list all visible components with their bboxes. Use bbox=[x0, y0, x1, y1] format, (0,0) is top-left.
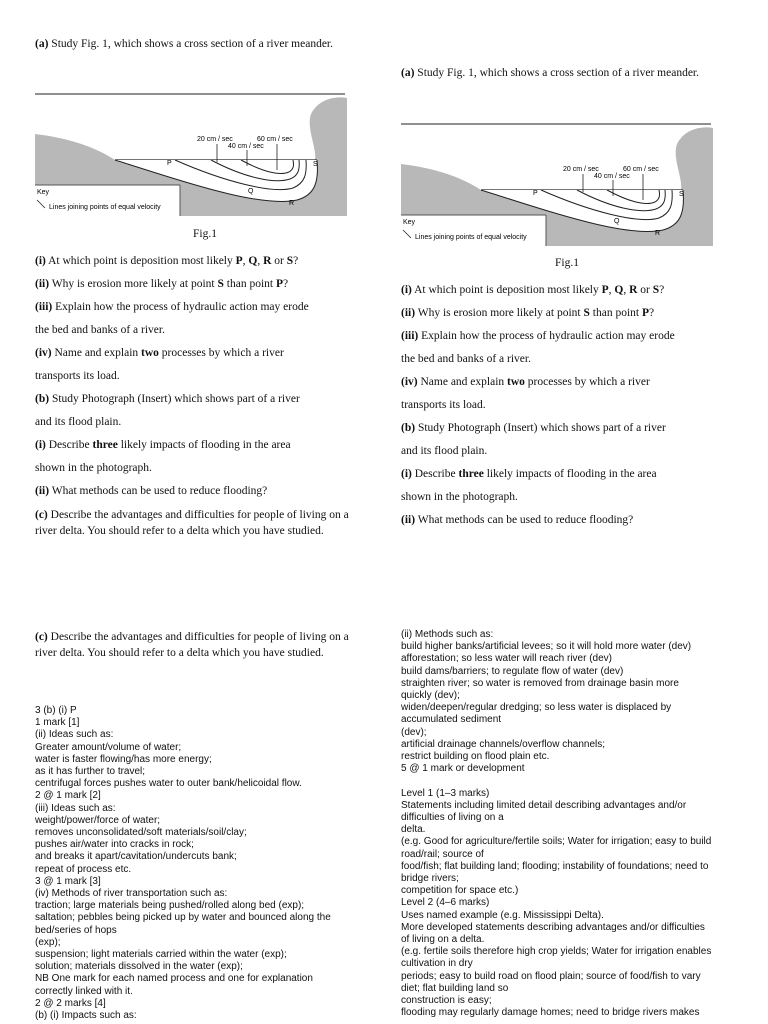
mark-scheme-line: artificial drainage channels/overflow channels; bbox=[401, 738, 606, 750]
mark-scheme-line: (e.g. fertile soils therefore high crop yields; Water for irrigation enables bbox=[401, 946, 712, 958]
mark-scheme-line: weight/power/force of water; bbox=[35, 814, 161, 826]
question-a-i: (i) At which point is deposition most likely P, Q, R or S? bbox=[35, 255, 299, 267]
label-s: S bbox=[679, 191, 684, 198]
mark-scheme-left bbox=[35, 705, 365, 1022]
questions-left: (i) At which point is deposition most likely P, Q, R or S? (ii) Why is erosion more likely at point S than point P? (iii) Explain how the process of hydraulic action may erode the bed and banks of a river. (iv) Name and explain two processes by which a river transports its load. (b) Study Photograph (Insert) which shows part of a river and its flood plain. (i) Describe three likely impacts of flooding in the area shown in the photograph. (ii) What methods can be used to reduce flooding? (c) Describe the advantages and difficulties for people of living on a river delta. You should refer to a delta which you have studied. bbox=[35, 250, 365, 539]
question-b: (b) Study Photograph (Insert) which shows part of a river bbox=[35, 393, 300, 405]
mark-scheme-line: repeat of process etc. bbox=[35, 863, 132, 875]
label-s: S bbox=[313, 161, 318, 168]
mark-scheme-line: diet; flat building land so bbox=[401, 982, 509, 994]
mark-scheme-line: 2 @ 2 marks [4] bbox=[35, 997, 106, 1009]
mark-scheme-line: pushes air/water into cracks in rock; bbox=[35, 839, 194, 851]
question-b: (b) Study Photograph (Insert) which shows part of a river bbox=[401, 422, 666, 434]
mark-scheme-line: of living on a delta. bbox=[401, 934, 485, 946]
mark-scheme-line: accumulated sediment bbox=[401, 714, 502, 726]
mark-scheme-line: saltation; pebbles being picked up by water and bounced along the bbox=[35, 912, 331, 924]
question-b-i: (i) Describe three likely impacts of flooding in the area bbox=[35, 439, 291, 451]
label-20cm: 20 cm / sec bbox=[563, 166, 599, 173]
meander-figure-right bbox=[401, 122, 713, 246]
mark-scheme-line: Level 2 (4–6 marks) bbox=[401, 897, 490, 909]
mark-scheme-line: (ii) Ideas such as: bbox=[35, 729, 114, 741]
mark-scheme-line: periods; easy to build road on flood plain; source of food/fish to vary bbox=[401, 970, 701, 982]
question-a-iv: (iv) Name and explain two processes by which a river bbox=[401, 376, 650, 388]
question-c: (c) Describe the advantages and difficulties for people of living on a river delta. You should refer to a delta which you have studied. bbox=[35, 509, 349, 537]
top-right-panel bbox=[401, 65, 721, 81]
intro-text: (a) Study Fig. 1, which shows a cross section of a river meander. bbox=[401, 67, 699, 79]
mark-scheme-line: Level 1 (1–3 marks) bbox=[401, 787, 490, 799]
mark-scheme-line: NB One mark for each named process and one for explanation bbox=[35, 973, 313, 985]
mark-scheme-line: bridge rivers; bbox=[401, 873, 459, 885]
mark-scheme-line: delta. bbox=[401, 824, 426, 836]
figure-caption-left: Fig.1 bbox=[193, 228, 217, 240]
question-b-ii: (ii) What methods can be used to reduce flooding? bbox=[35, 485, 268, 497]
mark-scheme-line: (exp); bbox=[35, 936, 61, 948]
mark-scheme-line: competition for space etc.) bbox=[401, 885, 519, 897]
mark-scheme-line: restrict building on flood plain etc. bbox=[401, 751, 550, 763]
label-40cm: 40 cm / sec bbox=[228, 143, 264, 150]
mark-scheme-line: widen/deepen/regular dredging; so less water is displaced by bbox=[401, 702, 672, 714]
mark-scheme-line: solution; materials dissolved in the water (exp); bbox=[35, 961, 243, 973]
mark-scheme-line: 3 @ 1 mark [3] bbox=[35, 875, 101, 887]
mark-scheme-line: More developed statements describing advantages and/or difficulties bbox=[401, 921, 705, 933]
mark-scheme-line: Statements including limited detail describing advantages and/or bbox=[401, 799, 687, 811]
mark-scheme-line: build dams/barriers; to regulate flow of water (dev) bbox=[401, 665, 624, 677]
top-left-panel bbox=[35, 36, 355, 52]
mark-scheme-line: quickly (dev); bbox=[401, 690, 460, 702]
mark-scheme-line: bed/series of hops bbox=[35, 924, 117, 936]
mark-scheme-line: road/rail; source of bbox=[401, 848, 484, 860]
question-b-ii: (ii) What methods can be used to reduce flooding? bbox=[401, 514, 634, 526]
question-a-iii: (iii) Explain how the process of hydraulic action may erode bbox=[401, 330, 675, 342]
mark-scheme-line: traction; large materials being pushed/rolled along bed (exp); bbox=[35, 900, 305, 912]
mark-scheme-line: straighten river; so water is removed from drainage basin more bbox=[401, 677, 679, 689]
mark-scheme-line: (b) (i) Impacts such as: bbox=[35, 1010, 137, 1022]
questions-right: (i) At which point is deposition most likely P, Q, R or S? (ii) Why is erosion more likely at point S than point P? (iii) Explain how the process of hydraulic action may erode the bed and banks of a river. (iv) Name and explain two processes by which a river transports its load. (b) Study Photograph (Insert) which shows part of a river and its flood plain. (i) Describe three likely impacts of flooding in the area shown in the photograph. (ii) What methods can be used to reduce flooding? bbox=[401, 279, 731, 532]
mark-scheme-line: 5 @ 1 mark or development bbox=[401, 763, 525, 775]
mark-scheme-line: Uses named example (e.g. Mississippi Delta). bbox=[401, 909, 604, 921]
label-40cm: 40 cm / sec bbox=[594, 173, 630, 180]
mark-scheme-line: food/fish; flat building land; flooding; instability of foundations; need to bbox=[401, 860, 709, 872]
intro-text: (a) Study Fig. 1, which shows a cross section of a river meander. bbox=[35, 38, 333, 50]
label-r: R bbox=[289, 200, 295, 207]
bottom-left-panel bbox=[35, 629, 365, 661]
mark-scheme-line: (iii) Ideas such as: bbox=[35, 802, 116, 814]
meander-figure-left bbox=[35, 92, 347, 216]
key-text: Lines joining points of equal velocity bbox=[415, 234, 527, 241]
question-a-i: (i) At which point is deposition most likely P, Q, R or S? bbox=[401, 284, 665, 296]
question-a-ii: (ii) Why is erosion more likely at point S than point P? bbox=[35, 278, 289, 290]
label-p: P bbox=[167, 160, 172, 167]
mark-scheme-line: afforestation; so less water will reach river (dev) bbox=[401, 653, 613, 665]
mark-scheme-line: (iv) Methods of river transportation such as: bbox=[35, 888, 228, 900]
label-r: R bbox=[655, 230, 661, 237]
mark-scheme-line: water is faster flowing/has more energy; bbox=[35, 753, 212, 765]
mark-scheme-line: centrifugal forces pushes water to outer bank/helicoidal flow. bbox=[35, 778, 302, 790]
question-a-iii: (iii) Explain how the process of hydraulic action may erode bbox=[35, 301, 309, 313]
label-p: P bbox=[533, 190, 538, 197]
label-q: Q bbox=[248, 188, 254, 195]
mark-scheme-line: suspension; light materials carried within the water (exp); bbox=[35, 949, 287, 961]
mark-scheme-line: build higher banks/artificial levees; so it will hold more water (dev) bbox=[401, 641, 692, 653]
question-a-iv: (iv) Name and explain two processes by which a river bbox=[35, 347, 284, 359]
mark-scheme-line: construction is easy; bbox=[401, 995, 492, 1007]
question-c: (c) Describe the advantages and difficulties for people of living on a river delta. You should refer to a delta which you have studied. bbox=[35, 631, 349, 659]
mark-scheme-right bbox=[401, 629, 746, 1020]
label-60cm: 60 cm / sec bbox=[623, 166, 659, 173]
key-label: Key bbox=[403, 219, 416, 226]
mark-scheme-line bbox=[401, 775, 746, 787]
mark-scheme-line: (ii) Methods such as: bbox=[401, 629, 494, 640]
mark-scheme-line: cultivation in dry bbox=[401, 958, 473, 970]
mark-scheme-line: as it has further to travel; bbox=[35, 766, 146, 778]
mark-scheme-line: 2 @ 1 mark [2] bbox=[35, 790, 101, 802]
mark-scheme-line: and breaks it apart/cavitation/undercuts bank; bbox=[35, 851, 237, 863]
mark-scheme-line: 1 mark [1] bbox=[35, 717, 80, 729]
question-a-ii: (ii) Why is erosion more likely at point S than point P? bbox=[401, 307, 655, 319]
label-q: Q bbox=[614, 218, 620, 225]
mark-scheme-line: flooding may regularly damage homes; need to bridge rivers makes bbox=[401, 1007, 700, 1019]
figure-caption-right: Fig.1 bbox=[555, 257, 579, 269]
mark-scheme-line: (dev); bbox=[401, 726, 427, 738]
mark-scheme-line: Greater amount/volume of water; bbox=[35, 741, 182, 753]
mark-scheme-line: difficulties of living on a bbox=[401, 812, 504, 824]
key-text: Lines joining points of equal velocity bbox=[49, 204, 161, 211]
key-label: Key bbox=[37, 189, 50, 196]
question-b-i: (i) Describe three likely impacts of flooding in the area bbox=[401, 468, 657, 480]
mark-scheme-line: correctly linked with it. bbox=[35, 985, 133, 997]
mark-scheme-line: (e.g. Good for agriculture/fertile soils; Water for irrigation; easy to build bbox=[401, 836, 712, 848]
label-60cm: 60 cm / sec bbox=[257, 136, 293, 143]
mark-scheme-line: removes unconsolidated/soft materials/soil/clay; bbox=[35, 827, 247, 839]
mark-scheme-line: 3 (b) (i) P bbox=[35, 705, 77, 716]
label-20cm: 20 cm / sec bbox=[197, 136, 233, 143]
